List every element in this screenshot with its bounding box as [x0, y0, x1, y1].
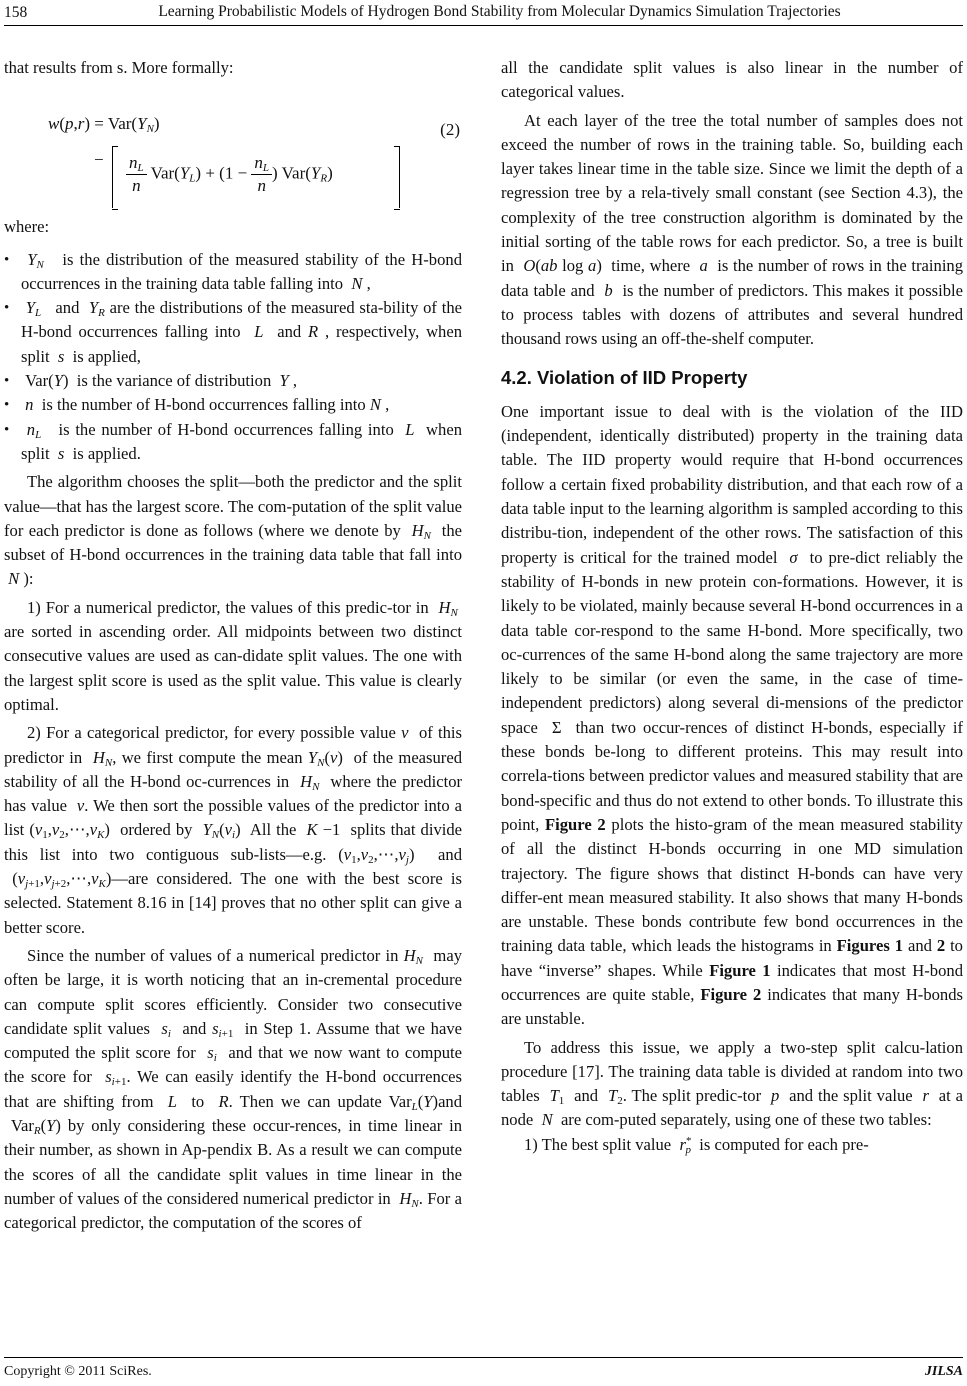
footer-rule — [4, 1357, 963, 1358]
header-rule — [4, 25, 963, 26]
equation-2 — [4, 80, 462, 195]
list-item: • n is the number of H-bond occurrences falling into N , — [4, 393, 462, 417]
equation-line-1: $w(p,r) = Var(Y_N)$ — [48, 114, 160, 136]
paragraph: The algorithm chooses the split—both the predictor and the split value—that has the largest score. The com-putation of the split value for each predictor is done as follows (where we denote by $H_N$ the subset of H-bond occurrences in the training data table that fall into N ): — [4, 472, 462, 589]
paragraph: To address this issue, we apply a two-step split calcu-lation procedure [17]. The training data table is divided at random into two tables $T_1$ and $T_2$. The split predic-tor p and the split value r at a node N are com-puted separately, using one of these two tables: — [501, 1037, 964, 1130]
journal-name: JILSA — [924, 1364, 963, 1379]
paragraph: 1) For a numerical predictor, the values of this predic-tor in $H_N$ are sorted in ascending order. All midpoints between two distinct consecutive values are used as can-didate split values. The one with the largest split score is used as the split value. This value is clearly optimal. — [4, 597, 462, 714]
page-header — [0, 2, 967, 24]
running-title: Learning Probabilistic Models of Hydrogen Bond Stability from Molecular Dynamics Simulation Trajectories — [158, 3, 841, 20]
definition-list — [4, 248, 462, 467]
paragraph: One important issue to deal with is the violation of the IID (independent, identically distributed) property in the training data table. The IID property would require that H-bond occurrences follow a certain fixed probability distribution, and that each row of a data table input to the learning algorithm is sampled according to this distribu-tion, independent of the other rows. The satisfaction of this property is critical for the trained model σ to pre-dict reliably the stability of H-bonds in new protein con-formations. However, it is likely to be violated, mainly because several H-bond occurrences in a data table cor-respond to the same H-bond. More specifically, two oc-currences of the same H-bond along the same trajectory are more likely to be similar (or even the same, in the case of time-independent predictors) along several di-mensions of the predictor space Σ than two occur-rences of distinct H-bonds, especially if these bonds be-long to different proteins. This may result into correla-tions between predictor values and measured stability that are bond-specific and thus do not extend to other bonds. To illustrate this point, Figure 2 plots the histo-gram of the mean measured stability of all the distinct H-bonds occurring in one MD simulation trajectory. The figure shows that distinct H-bonds can have very differ-ent mean measured stability. It also shows that many H-bonds are unstable. These bonds contribute few bond occurrences in the training data table, which leads the histograms in Figures 1 and 2 to have “inverse” shapes. While Figure 1 indicates that most H-bond occurrences are quite stable, Figure 2 indicates that many H-bonds are unstable. — [501, 401, 964, 1029]
list-item: • $n_L$ is the number of H-bond occurrences falling into L when split s is applied. — [4, 418, 462, 467]
list-item: • $Y_L$ and $Y_R$ are the distributions of the measured sta-bility of the H-bond occurrences falling into L and R , respectively, when split s is applied, — [4, 296, 462, 369]
equation-number: (2) — [440, 120, 460, 140]
list-item: • $Y_N$ is the distribution of the measured stability of the H-bond occurrences in the training data table falling into N , — [4, 248, 462, 297]
left-column — [4, 56, 462, 1235]
equation-line-2-body: $\frac{n_L}{n}$ $Var(Y_L) + (1$ − $\frac{n_L}{n}$ ) $Var(Y_R)$ — [126, 152, 333, 197]
page-footer — [4, 1364, 963, 1380]
section-heading: 4.2. Violation of IID Property — [501, 366, 748, 388]
paragraph: 1) The best split value $r^*_p$ is computed for each pre- — [524, 1134, 869, 1156]
copyright: Copyright © 2011 SciRes. — [4, 1364, 152, 1379]
paragraph: all the candidate split values is also linear in the number of categorical values. — [501, 58, 963, 102]
paragraph: Since the number of values of a numerical predictor in $H_N$ may often be large, it is worth noticing that an in-cremental procedure can compute split scores efficiently. Consider two consecutive candidate split values $s_i$ and $s_{i+1}$ in Step 1. Assume that we have computed the split score for $s_i$ and that we now want to compute the score for $s_{i+1}$. We can easily identify the H-bond occurrences that are shifting from L to R. Then we can update Var$_L$(Y)and Var$_R$(Y) by only considering these occur-rences, in time linear in their number, as shown in Ap-pendix B. As a result we can compute the scores of all the candidate split values in time linear in the number of values of the considered numerical predictor in $H_N$. For a categorical predictor, the computation of the scores of — [4, 945, 463, 1233]
paragraph: At each layer of the tree the total number of samples does not exceed the number of rows in the training table. So, building each layer takes linear time in the table size. Since we limit the depth of a regression tree by a rela-tively small constant (see Section 4.3), the complexity of the tree construction algorithm is dominated by the initial sorting of the table rows for each predictor. So, a tree is built in O(ab log a) time, where a is the number of rows in the training data table and b is the number of predictors. This makes it possible to process tables with dozens of attributes and several hundred thousand rows using an off-the-shelf computer. — [501, 110, 964, 349]
paragraph: 2) For a categorical predictor, for every possible value v of this predictor in $H_N$, we first compute the mean $Y_N(v)$ of the measured stability of all the H-bond oc-currences in $H_N$ where the predictor has value v. We then sort the possible values of the predictor into a list $(v_1,v_2,\cdots,v_K)$ ordered by $Y_N(v_i)$ All the K −1 splits that divide this list into two contiguous sub-lists—e.g. $(v_1,v_2,\cdots,v_j)$ and $(v_{j+1},v_{j+2},\cdots,v_K)—are$ considered. The one with the best score is selected. Statement 8.16 in [14] proves that no other split can give a better score. — [4, 723, 463, 937]
where-label: where: — [4, 217, 50, 237]
page-number: 158 — [4, 4, 28, 21]
intro-text: that results from s. More formally: — [4, 58, 234, 77]
equation-line-2: − — [94, 150, 104, 170]
right-column — [501, 56, 963, 1157]
list-item: • Var(Y) is the variance of distribution Y , — [4, 369, 462, 393]
